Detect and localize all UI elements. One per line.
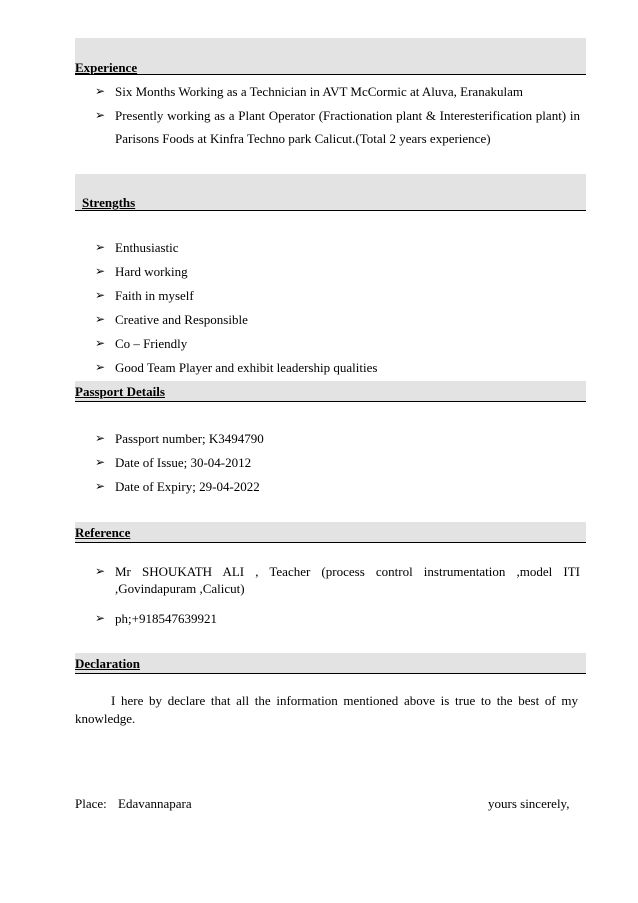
declaration-header-band bbox=[75, 653, 586, 674]
arrow-bullet-icon: ➢ bbox=[95, 312, 106, 326]
place-value: Edavannapara bbox=[118, 796, 192, 811]
list-item: ➢ Creative and Responsible bbox=[95, 308, 580, 331]
reference-header-band bbox=[75, 522, 586, 543]
list-item: ➢ ph;+918547639921 bbox=[95, 607, 580, 630]
arrow-bullet-icon: ➢ bbox=[95, 288, 106, 302]
list-item: ➢ Date of Issue; 30-04-2012 bbox=[95, 451, 580, 474]
arrow-bullet-icon: ➢ bbox=[95, 264, 106, 278]
reference-heading: Reference bbox=[75, 525, 131, 540]
list-item: ➢ Date of Expiry; 29-04-2022 bbox=[95, 475, 580, 498]
closing-text: yours sincerely, bbox=[488, 796, 570, 811]
place-label: Place: bbox=[75, 796, 107, 811]
list-item: ➢ Mr SHOUKATH ALI , Teacher (process control instrumentation ,model ITI ,Govindapuram ,Calicut) bbox=[95, 564, 580, 596]
arrow-bullet-icon: ➢ bbox=[95, 479, 106, 493]
arrow-bullet-icon: ➢ bbox=[95, 240, 106, 254]
experience-header-band bbox=[75, 38, 586, 75]
list-item: ➢ Passport number; K3494790 bbox=[95, 427, 580, 450]
list-item: ➢ Hard working bbox=[95, 260, 580, 283]
list-item: ➢ Six Months Working as a Technician in AVT McCormic at Aluva, Eranakulam bbox=[95, 80, 580, 103]
strengths-header-band bbox=[75, 174, 586, 211]
list-item: ➢ Presently working as a Plant Operator (Fractionation plant & Interesterification plant) in Parisons Foods at Kinfra Techno park Calicut.(Total 2 years experience) bbox=[95, 104, 580, 150]
arrow-bullet-icon: ➢ bbox=[95, 84, 106, 98]
arrow-bullet-icon: ➢ bbox=[95, 360, 106, 374]
arrow-bullet-icon: ➢ bbox=[95, 455, 106, 469]
experience-heading: Experience bbox=[75, 60, 138, 75]
list-item: ➢ Co – Friendly bbox=[95, 332, 580, 355]
list-item: ➢ Enthusiastic bbox=[95, 236, 580, 259]
list-item: ➢ Good Team Player and exhibit leadership qualities bbox=[95, 356, 580, 379]
arrow-bullet-icon: ➢ bbox=[95, 336, 106, 350]
strengths-heading: Strengths bbox=[82, 195, 136, 210]
declaration-heading: Declaration bbox=[75, 656, 140, 671]
arrow-bullet-icon: ➢ bbox=[95, 431, 106, 445]
arrow-bullet-icon: ➢ bbox=[95, 564, 106, 578]
declaration-text: I here by declare that all the information mentioned above is true to the best of my knowledge. bbox=[75, 693, 578, 726]
arrow-bullet-icon: ➢ bbox=[95, 108, 106, 122]
list-item: ➢ Faith in myself bbox=[95, 284, 580, 307]
passport-heading: Passport Details bbox=[75, 384, 165, 399]
arrow-bullet-icon: ➢ bbox=[95, 611, 106, 625]
